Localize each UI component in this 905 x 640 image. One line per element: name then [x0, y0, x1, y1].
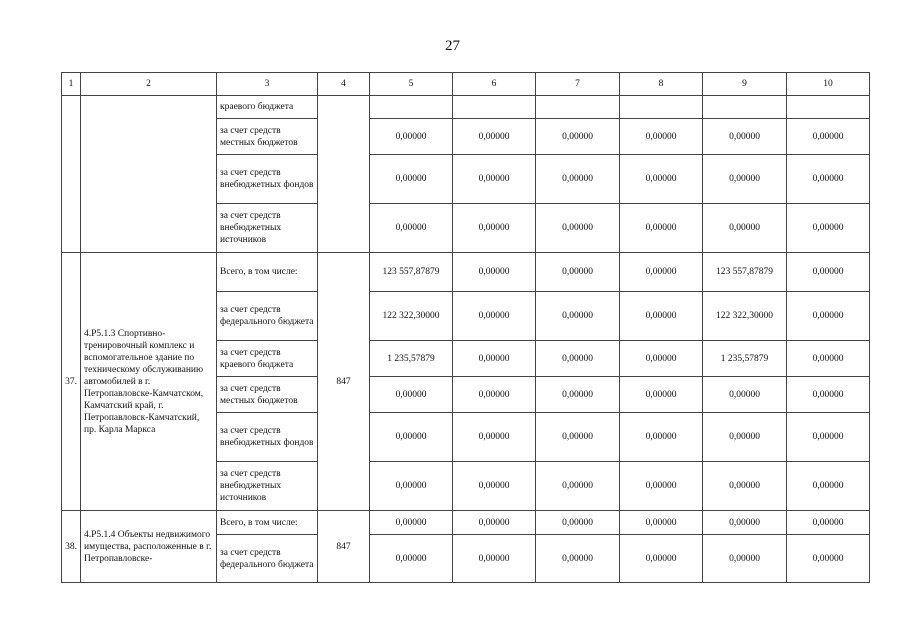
- value-cell: 0,00000: [787, 462, 870, 511]
- funding-source: за счет средств внебюджетных источников: [217, 204, 318, 253]
- value-cell: 0,00000: [620, 119, 703, 155]
- header-row: [62, 73, 870, 96]
- header-cell: 9: [703, 73, 787, 96]
- value-cell: 0,00000: [453, 535, 536, 583]
- funding-source: за счет средств внебюджетных источников: [217, 462, 318, 511]
- value-cell: 0,00000: [453, 377, 536, 413]
- value-cell: 0,00000: [453, 341, 536, 377]
- value-cell: 0,00000: [787, 341, 870, 377]
- value-cell: 0,00000: [370, 119, 453, 155]
- value-cell: 0,00000: [536, 119, 620, 155]
- funding-source: Всего, в том числе:: [217, 253, 318, 292]
- value-cell: 0,00000: [787, 377, 870, 413]
- row-number-cell: 38.: [62, 511, 81, 583]
- header-cell: 2: [81, 73, 217, 96]
- value-cell: [787, 96, 870, 119]
- value-cell: 0,00000: [620, 292, 703, 341]
- value-cell: 0,00000: [536, 413, 620, 462]
- value-cell: [703, 96, 787, 119]
- header-cell: 7: [536, 73, 620, 96]
- value-cell: 1 235,57879: [703, 341, 787, 377]
- value-cell: 0,00000: [536, 511, 620, 535]
- funding-source: за счет средств федерального бюджета: [217, 535, 318, 583]
- funding-source: Всего, в том числе:: [217, 511, 318, 535]
- value-cell: 0,00000: [370, 155, 453, 204]
- value-cell: 0,00000: [787, 292, 870, 341]
- value-cell: 0,00000: [620, 413, 703, 462]
- budget-table: [61, 72, 870, 583]
- value-cell: 1 235,57879: [370, 341, 453, 377]
- header-cell: 3: [217, 73, 318, 96]
- value-cell: 0,00000: [703, 511, 787, 535]
- value-cell: [536, 96, 620, 119]
- value-cell: 0,00000: [370, 377, 453, 413]
- header-cell: 10: [787, 73, 870, 96]
- value-cell: 0,00000: [536, 204, 620, 253]
- value-cell: 0,00000: [453, 119, 536, 155]
- value-cell: [370, 96, 453, 119]
- value-cell: 0,00000: [703, 535, 787, 583]
- table-row: [62, 511, 870, 535]
- value-cell: 0,00000: [453, 413, 536, 462]
- value-cell: 0,00000: [703, 462, 787, 511]
- funding-source: за счет средств внебюджетных фондов: [217, 155, 318, 204]
- header-cell: 8: [620, 73, 703, 96]
- value-cell: 0,00000: [370, 511, 453, 535]
- value-cell: 0,00000: [620, 535, 703, 583]
- funding-source: за счет средств внебюджетных фондов: [217, 413, 318, 462]
- value-cell: [620, 96, 703, 119]
- value-cell: 0,00000: [453, 253, 536, 292]
- funding-source: за счет средств местных бюджетов: [217, 377, 318, 413]
- value-cell: 0,00000: [703, 377, 787, 413]
- value-cell: 123 557,87879: [370, 253, 453, 292]
- value-cell: 0,00000: [536, 253, 620, 292]
- funding-source: за счет средств местных бюджетов: [217, 119, 318, 155]
- value-cell: 123 557,87879: [703, 253, 787, 292]
- value-cell: 0,00000: [787, 204, 870, 253]
- value-cell: 0,00000: [620, 511, 703, 535]
- header-cell: 6: [453, 73, 536, 96]
- object-name-cell: 4.Р5.1.3 Спортивно-тренировочный комплекс и вспомогательное здание по техническому обслуживанию автомобилей в г. Петропавловске-Камчатском, Камчатский край, г. Петропавловск-Камчатский, пр. Карла Маркса: [81, 253, 217, 511]
- funding-source: за счет средств краевого бюджета: [217, 341, 318, 377]
- code-cell: 847: [318, 511, 370, 583]
- value-cell: 0,00000: [536, 155, 620, 204]
- value-cell: 0,00000: [620, 155, 703, 204]
- value-cell: 122 322,30000: [370, 292, 453, 341]
- value-cell: 0,00000: [620, 204, 703, 253]
- value-cell: 0,00000: [787, 119, 870, 155]
- header-cell: 5: [370, 73, 453, 96]
- value-cell: 0,00000: [453, 292, 536, 341]
- value-cell: 0,00000: [620, 253, 703, 292]
- funding-source: краевого бюджета: [217, 96, 318, 119]
- value-cell: 0,00000: [703, 204, 787, 253]
- object-name-cell: 4.Р5.1.4 Объекты недвижимого имущества, расположенные в г. Петропавловске-: [81, 511, 217, 583]
- value-cell: 0,00000: [703, 119, 787, 155]
- value-cell: 0,00000: [453, 155, 536, 204]
- funding-source: за счет средств федерального бюджета: [217, 292, 318, 341]
- header-cell: 1: [62, 73, 81, 96]
- value-cell: 0,00000: [536, 377, 620, 413]
- value-cell: 0,00000: [370, 535, 453, 583]
- value-cell: 0,00000: [453, 462, 536, 511]
- value-cell: 0,00000: [453, 511, 536, 535]
- value-cell: 0,00000: [787, 155, 870, 204]
- value-cell: 0,00000: [620, 377, 703, 413]
- value-cell: 0,00000: [370, 413, 453, 462]
- value-cell: 0,00000: [787, 511, 870, 535]
- table-row: [62, 253, 870, 292]
- table-row: [62, 96, 870, 119]
- value-cell: 0,00000: [787, 535, 870, 583]
- value-cell: 0,00000: [703, 155, 787, 204]
- code-cell: 847: [318, 253, 370, 511]
- value-cell: 0,00000: [620, 462, 703, 511]
- value-cell: 0,00000: [536, 341, 620, 377]
- value-cell: 0,00000: [370, 462, 453, 511]
- row-number-cell: 37.: [62, 253, 81, 511]
- value-cell: 0,00000: [787, 413, 870, 462]
- object-name-cell: [81, 96, 217, 253]
- value-cell: 122 322,30000: [703, 292, 787, 341]
- value-cell: 0,00000: [787, 253, 870, 292]
- code-cell: [318, 96, 370, 253]
- value-cell: 0,00000: [703, 413, 787, 462]
- value-cell: 0,00000: [620, 341, 703, 377]
- value-cell: 0,00000: [536, 292, 620, 341]
- value-cell: 0,00000: [370, 204, 453, 253]
- value-cell: [453, 96, 536, 119]
- row-number-cell: [62, 96, 81, 253]
- value-cell: 0,00000: [536, 535, 620, 583]
- page-number: 27: [445, 38, 460, 54]
- header-cell: 4: [318, 73, 370, 96]
- value-cell: 0,00000: [536, 462, 620, 511]
- value-cell: 0,00000: [453, 204, 536, 253]
